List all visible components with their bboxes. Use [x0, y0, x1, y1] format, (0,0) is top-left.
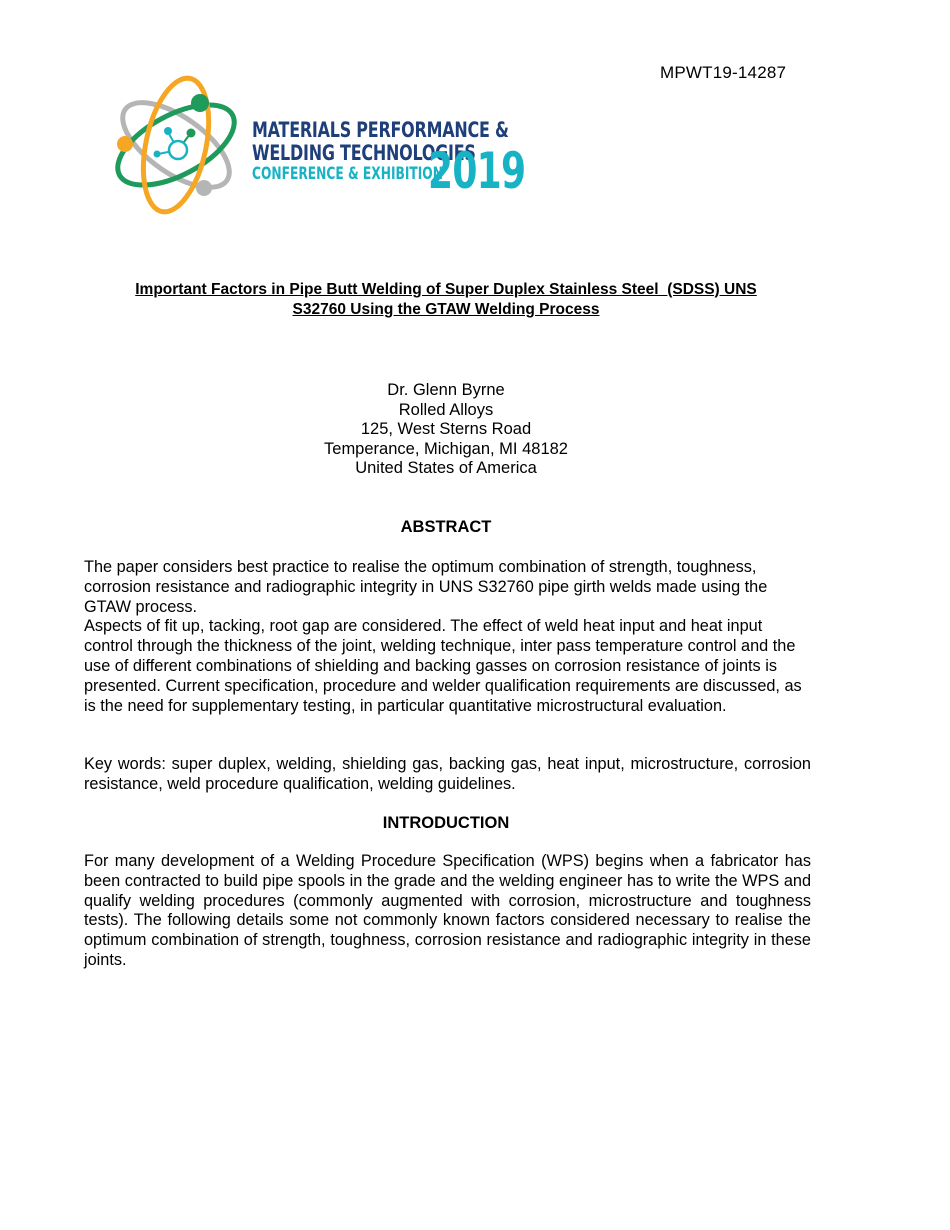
logo-line-3: CONFERENCE & EXHIBITION: [252, 164, 443, 184]
abstract-paragraph-1: The paper considers best practice to realise the optimum combination of strength, toughness, corrosion resistance and radiographic integrity in UNS S32760 pipe girth welds made using the GTAW process.: [84, 558, 768, 616]
keywords: Key words: super duplex, welding, shielding gas, backing gas, heat input, microstructure, corrosion resistance, weld procedure qualification, welding guidelines.: [84, 755, 811, 793]
introduction-paragraph-1: For many development of a Welding Procedure Specification (WPS) begins when a fabricator has been contracted to build pipe spools in the grade and the welding engineer has to write the WPS and qualify welding procedures (commonly augmented with corrosion, microstructure and toughness tests). The following details some not commonly known factors considered necessary to realise the optimum combination of strength, toughness, corrosion resistance and radiographic integrity in these joints.: [84, 852, 811, 969]
author-company: Rolled Alloys: [398, 400, 494, 419]
paper-title: [84, 280, 808, 320]
logo-wordmark: [252, 120, 590, 183]
author-block: [84, 381, 808, 479]
author-city: Temperance, Michigan, MI 48182: [324, 439, 568, 458]
atom-emblem-icon: [108, 72, 243, 218]
abstract-paragraph-2: Aspects of fit up, tacking, root gap are considered. The effect of weld heat input and heat input control through the thickness of the joint, welding technique, inter pass temperature control and the use of different combinations of shielding and backing gasses on corrosion resistance of joints is presented. Current specification, procedure and welder qualification requirements are discussed, as is the need for supplementary testing, in particular quantitative microstructural evaluation.: [84, 617, 802, 715]
author-street: 125, West Sterns Road: [360, 420, 532, 439]
logo-line-2: WELDING TECHNOLOGIES: [252, 141, 476, 165]
logo-line-1: MATERIALS PERFORMANCE &: [252, 118, 509, 142]
author-country: United States of America: [355, 459, 537, 478]
conference-logo: [108, 72, 553, 222]
abstract-heading: ABSTRACT: [400, 518, 492, 536]
author-name: Dr. Glenn Byrne: [387, 381, 505, 399]
introduction-heading: INTRODUCTION: [382, 814, 510, 832]
title-line-2: S32760 Using the GTAW Welding Process: [292, 301, 600, 318]
abstract-body: [84, 558, 811, 716]
title-line-1: Important Factors in Pipe Butt Welding of Super Duplex Stainless Steel (SDSS) UNS: [135, 281, 757, 298]
logo-year: 2019: [428, 142, 526, 200]
paper-id: MPWT19-14287: [660, 63, 787, 82]
